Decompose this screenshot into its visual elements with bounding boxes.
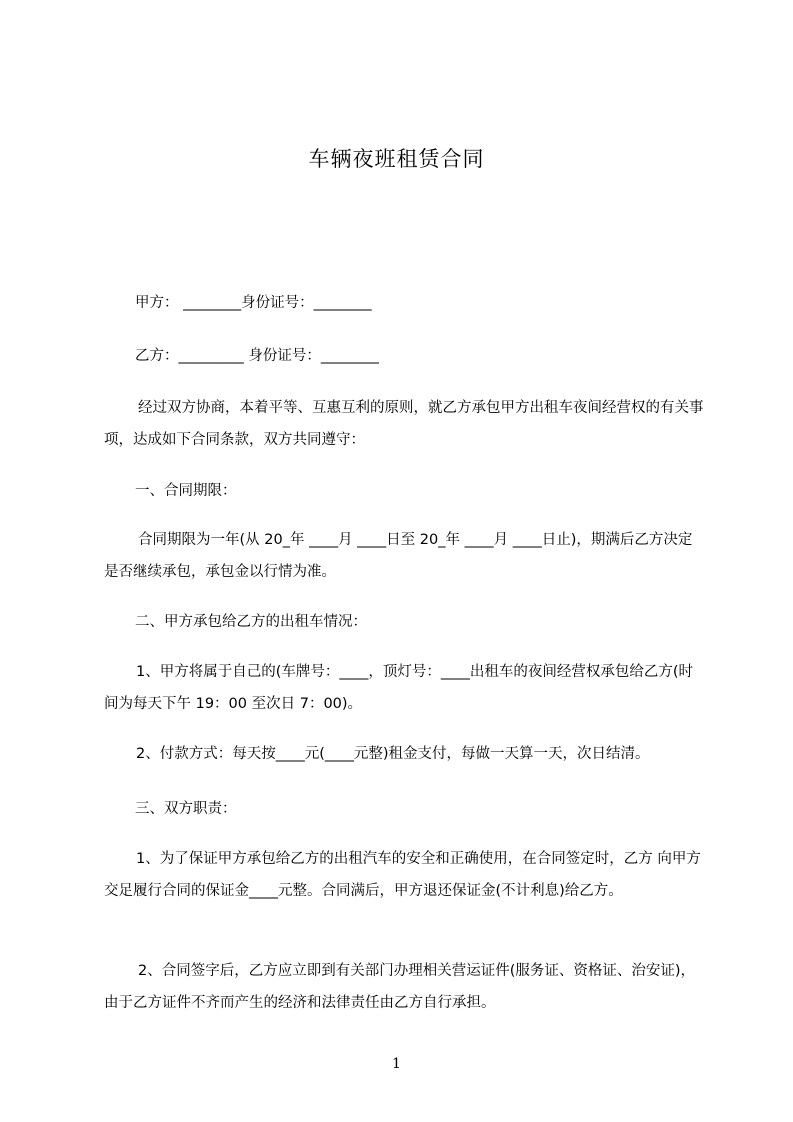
page-number: 1 — [392, 1056, 401, 1072]
party-a-line: 甲方： ________身份证号：________ — [135, 295, 372, 311]
section-2-heading: 二、甲方承包给乙方的出租车情况： — [135, 614, 367, 630]
section-2-item-1: 1、甲方将属于自己的(车牌号：____，顶灯号：____出租车的夜间经营权承包给乙方(时间为每天下午 19：00 至次日 7：00)。 — [104, 664, 694, 712]
section-1-heading: 一、合同期限： — [135, 483, 237, 499]
document-title: 车辆夜班租赁合同 — [308, 147, 485, 171]
section-3-item-2: 2、合同签字后，乙方应立即到有关部门办理相关营运证件(服务证、资格证、治安证)，由于乙方证件不齐而产生的经济和法律责任由乙方自行承担。 — [104, 963, 696, 1011]
section-3-heading: 三、双方职责： — [135, 801, 237, 817]
section-3-item-1: 1、为了保证甲方承包给乙方的出租汽车的安全和正确使用，在合同签定时，乙方 向甲方交足履行合同的保证金____元整。合同满后，甲方退还保证金(不计利息)给乙方。 — [104, 851, 701, 899]
party-b-line: 乙方：_________ 身份证号：________ — [135, 348, 379, 364]
section-2-item-2: 2、付款方式：每天按____元(____元整)租金支付，每做一天算一天，次日结清。 — [136, 746, 650, 762]
section-1-text: 合同期限为一年(从 20_年 ____月 ____日至 20_年 ____月 ____日止)，期满后乙方决定是否继续承包，承包金以行情为准。 — [104, 532, 693, 580]
intro-paragraph: 经过双方协商，本着平等、互惠互利的原则，就乙方承包甲方出租车夜间经营权的有关事项，达成如下合同条款，双方共同遵守： — [104, 400, 704, 448]
